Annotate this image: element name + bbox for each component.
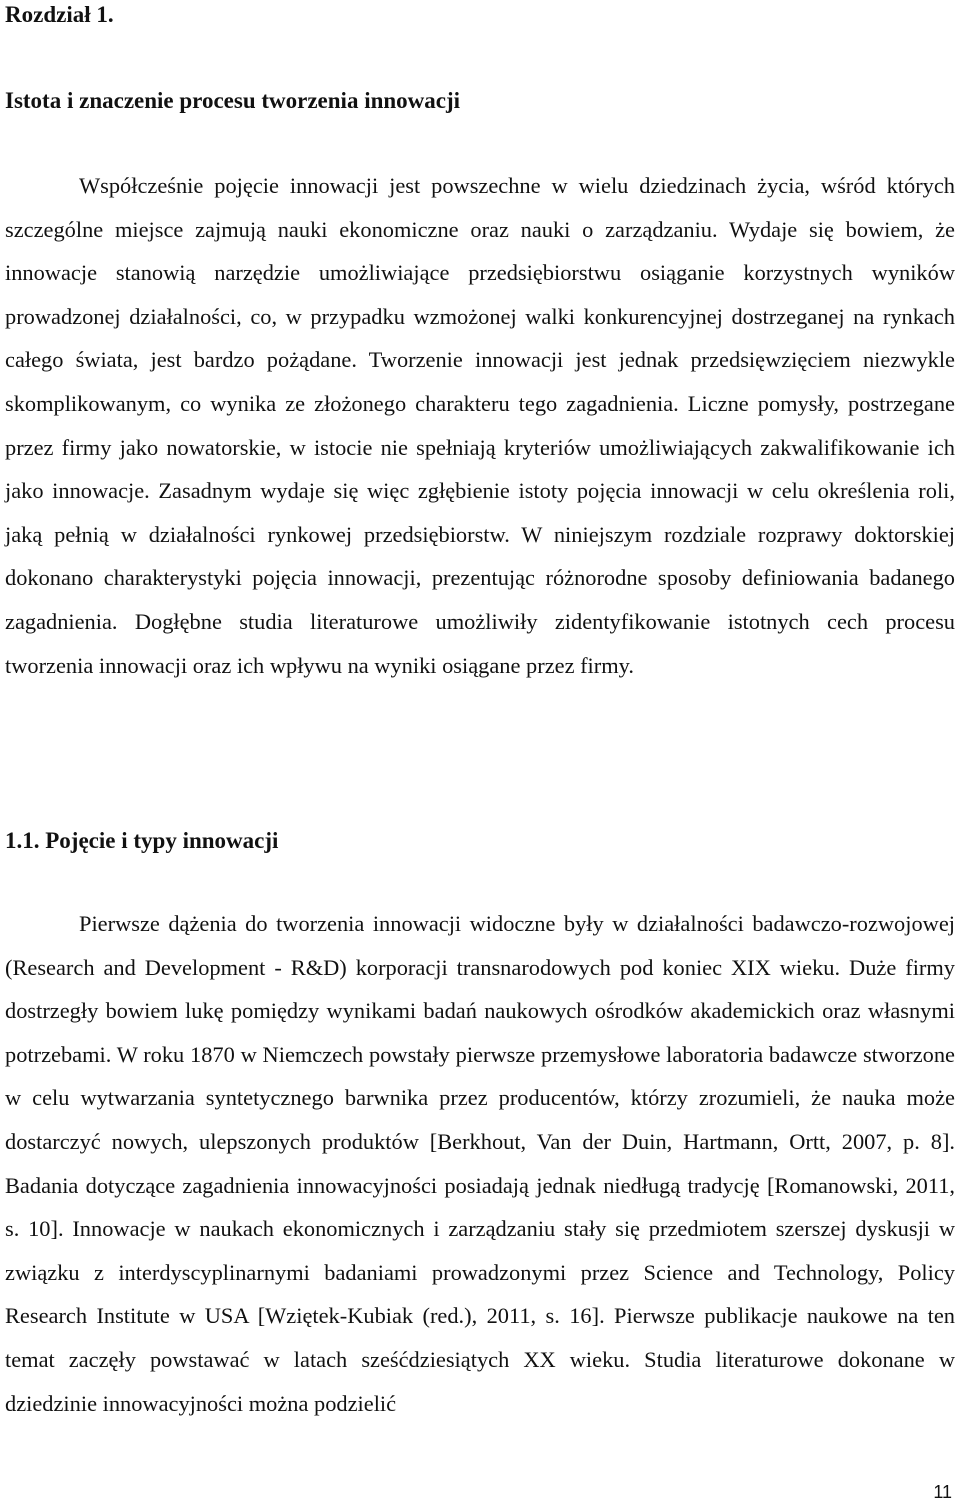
page-number: 11 xyxy=(933,1482,952,1502)
chapter-title: Istota i znaczenie procesu tworzenia innowacji xyxy=(5,88,461,113)
intro-paragraph: Współcześnie pojęcie innowacji jest powszechne w wielu dziedzinach życia, wśród których szczególne miejsce zajmują nauki ekonomiczne oraz nauki o zarządzaniu. Wydaje się bowiem, że innowacje stanowią narzędzie umożliwiające przedsiębiorstwu osiąganie korzystnych wyników prowadzonej działalności, co, w przypadku wzmożonej walki konkurencyjnej dostrzeganej na rynkach całego świata, jest bardzo pożądane. Tworzenie innowacji jest jednak przedsięwzięciem niezwykle skomplikowanym, co wynika ze złożonego charakteru tego zagadnienia. Liczne pomysły, postrzegane przez firmy jako nowatorskie, w istocie nie spełniają kryteriów umożliwiających zakwalifikowanie ich jako innowacje. Zasadnym wydaje się więc zgłębienie istoty pojęcia innowacji w celu określenia roli, jaką pełnią w działalności rynkowej przedsiębiorstw. W niniejszym rozdziale rozprawy doktorskiej dokonano charakterystyki pojęcia innowacji, prezentując różnorodne sposoby definiowania badanego zagadnienia. Dogłębne studia literaturowe umożliwiły zidentyfikowanie istotnych cech procesu tworzenia innowacji oraz ich wpływu na wyniki osiągane przez firmy. xyxy=(5,173,955,678)
section-paragraph: Pierwsze dążenia do tworzenia innowacji widoczne były w działalności badawczo-rozwojowej (Research and Development - R&D) korporacji transnarodowych pod koniec XIX wieku. Duże firmy dostrzegły bowiem lukę pomiędzy wynikami badań naukowych ośrodków akademickich oraz własnymi potrzebami. W roku 1870 w Niemczech powstały pierwsze przemysłowe laboratoria badawcze stworzone w celu wytwarzania syntetycznego barwnika przez producentów, którzy zrozumieli, że nauka może dostarczyć nowych, ulepszonych produktów [Berkhout, Van der Duin, Hartmann, Ortt, 2007, p. 8]. Badania dotyczące zagadnienia innowacyjności posiadają jednak niedługą tradycję [Romanowski, 2011, s. 10]. Innowacje w naukach ekonomicznych i zarządzaniu stały się przedmiotem szerszej dyskusji w związku z interdyscyplinarnymi badaniami prowadzonymi przez Science and Technology, Policy Research Institute w USA [Wziętek-Kubiak (red.), 2011, s. 16]. Pierwsze publikacje naukowe na ten temat zaczęły powstawać w latach sześćdziesiątych XX wieku. Studia literaturowe dokonane w dziedzinie innowacyjności można podzielić xyxy=(5,911,955,1416)
chapter-label: Rozdział 1. xyxy=(5,2,114,27)
section-title: 1.1. Pojęcie i typy innowacji xyxy=(5,828,279,853)
